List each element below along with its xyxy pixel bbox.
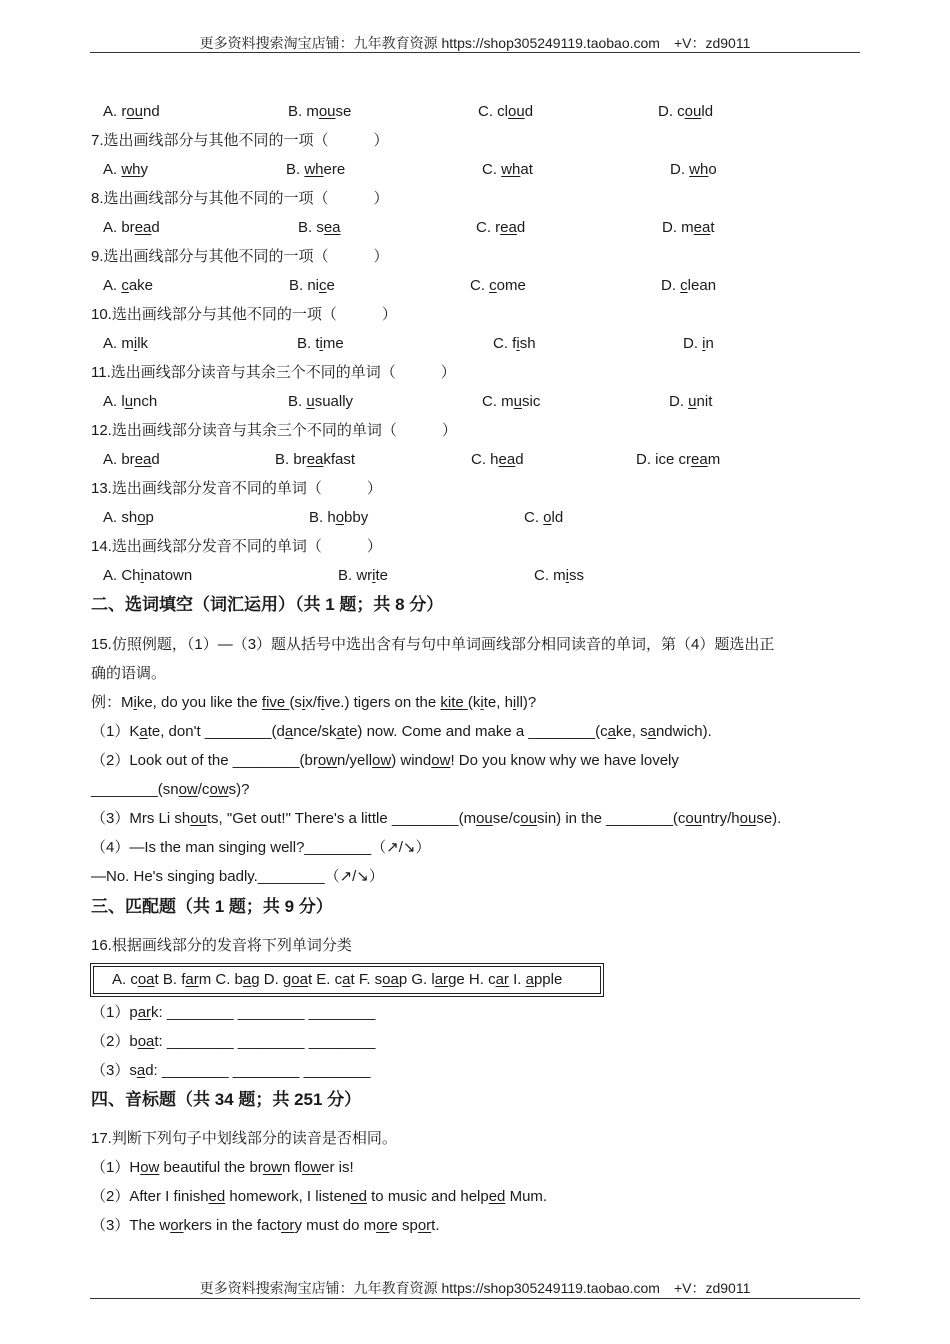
underlined-segment: ou [318, 103, 336, 120]
underlined-segment: a [242, 971, 252, 988]
text-segment: B. [288, 393, 307, 410]
q9-option-d [661, 276, 716, 296]
q9-option-a [103, 276, 153, 296]
underlined-segment: wh [304, 161, 324, 178]
text-segment: C. [482, 161, 502, 178]
q8-option-a [103, 218, 160, 238]
underlined-segment: wh [121, 161, 141, 178]
text-segment: D. ice cr [636, 451, 692, 468]
q9-stem: 9.选出画线部分与其他不同的一项（ ） [91, 248, 389, 265]
underlined-segment: ar [137, 1004, 152, 1021]
text-segment: C. cl [478, 103, 508, 120]
text-segment: bby [344, 509, 369, 526]
underlined-segment: or [417, 1217, 432, 1234]
text-segment: ntry/h [702, 810, 740, 827]
underlined-segment: c [680, 277, 688, 294]
underlined-segment: ow [209, 781, 229, 798]
q10-option-c [493, 334, 536, 354]
text-segment: k: ________ ________ ________ [151, 1004, 376, 1021]
underlined-segment: ou [476, 810, 493, 827]
q6-option-d [658, 102, 713, 122]
q17-item-2 [91, 1187, 547, 1207]
underlined-segment: ed [488, 1188, 506, 1205]
underlined-segment: a [342, 971, 351, 988]
underlined-segment: ow [317, 752, 338, 769]
underlined-segment: i [301, 694, 306, 711]
underlined-segment: ar [434, 971, 449, 988]
underlined-segment: o [335, 509, 345, 526]
section-4-title: 四、音标题（共 34 题；共 251 分） [91, 1090, 362, 1109]
q14-option-b [338, 566, 388, 586]
q14-stem: 14.选出画线部分发音不同的单词（ ） [91, 538, 382, 555]
text-segment: （3）The w [91, 1217, 171, 1234]
underlined-segment: u [124, 393, 134, 410]
underlined-segment: i [319, 335, 323, 352]
text-segment: p [145, 509, 154, 526]
text-segment: d [516, 219, 526, 236]
q15-item-1 [91, 722, 712, 742]
underlined-segment: o [543, 509, 552, 526]
underlined-segment: c [121, 277, 129, 294]
text-segment: Mum. [505, 1188, 548, 1205]
text-segment: te [375, 567, 389, 584]
text-segment: ve.) tigers on the [324, 694, 441, 711]
underlined-segment: ou [508, 103, 525, 120]
q8-option-d [662, 218, 715, 238]
q16-word-box [90, 963, 604, 997]
underlined-segment: i [516, 335, 520, 352]
text-segment: B. t [297, 335, 320, 352]
text-segment: at [520, 161, 533, 178]
q15-stem-line2: 确的语调。 [91, 665, 167, 682]
q7-option-c [482, 160, 533, 180]
text-segment: o [708, 161, 717, 178]
text-segment: p G. l [398, 971, 435, 988]
text-segment: t B. f [154, 971, 186, 988]
text-segment: C. h [471, 451, 499, 468]
q15-item-3 [91, 809, 781, 829]
underlined-segment: ea [500, 219, 517, 236]
underlined-segment: i [321, 694, 325, 711]
underlined-segment: ou [739, 810, 757, 827]
text-segment: （3）Mrs Li sh [91, 810, 191, 827]
underlined-segment: ow [140, 1159, 160, 1176]
q10-option-b [297, 334, 344, 354]
text-segment: beautiful the br [159, 1159, 263, 1176]
underlined-segment: or [376, 1217, 390, 1234]
text-segment: C. m [534, 567, 566, 584]
text-segment: A. br [103, 219, 135, 236]
underlined-segment: ea [498, 451, 516, 468]
underlined-segment: five [261, 694, 290, 711]
q15-stem-line1: 15.仿照例题，（1）—（3）题从括号中选出含有与句中单词画线部分相同读音的单词，第（4）题选出正 [91, 636, 775, 653]
text-segment: A. Ch [103, 567, 141, 584]
underlined-segment: or [170, 1217, 184, 1234]
underlined-segment: kite [440, 694, 468, 711]
underlined-segment: ow [301, 1159, 322, 1176]
text-segment: D. [669, 393, 689, 410]
underlined-segment: u [688, 393, 697, 410]
underlined-segment: oa [291, 971, 308, 988]
q11-option-a [103, 392, 157, 412]
underlined-segment: u [513, 393, 523, 410]
text-segment: se). [756, 810, 782, 827]
text-segment: lk [137, 335, 149, 352]
q12-option-d [636, 450, 720, 470]
q9-option-b [289, 276, 335, 296]
underlined-segment: c [319, 277, 327, 294]
text-segment: d [515, 451, 524, 468]
underlined-segment: ow [431, 752, 451, 769]
q15-item-2 [91, 751, 679, 771]
text-segment: to music and help [366, 1188, 489, 1205]
text-segment: d [151, 219, 160, 236]
text-segment: /c [197, 781, 210, 798]
text-segment: （1）p [91, 1004, 138, 1021]
underlined-segment: a [647, 723, 656, 740]
text-segment: C. [470, 277, 490, 294]
underlined-segment: a [607, 723, 616, 740]
text-segment: ndwich). [655, 723, 712, 740]
q17-stem: 17.判断下列句子中划线部分的读音是否相同。 [91, 1130, 397, 1147]
section-3-title: 三、匹配题（共 1 题；共 9 分） [91, 897, 333, 916]
q16-stem: 16.根据画线部分的发音将下列单词分类 [91, 937, 352, 954]
q8-option-c [476, 218, 525, 238]
text-segment: s)? [228, 781, 250, 798]
text-segment: ss [569, 567, 585, 584]
q11-option-d [669, 392, 712, 412]
text-segment: D. [670, 161, 690, 178]
underlined-segment: i [480, 694, 484, 711]
text-segment: me [322, 335, 344, 352]
text-segment: D. m [662, 219, 694, 236]
text-segment: lean [687, 277, 717, 294]
q8-stem: 8.选出画线部分与其他不同的一项（ ） [91, 190, 389, 207]
text-segment: （1）H [91, 1159, 141, 1176]
text-segment: A. c [112, 971, 138, 988]
q7-stem: 7.选出画线部分与其他不同的一项（ ） [91, 132, 389, 149]
text-segment: nch [133, 393, 158, 410]
text-segment: A. br [103, 451, 135, 468]
underlined-segment: i [702, 335, 706, 352]
q7-option-b [286, 160, 345, 180]
q13-option-c [524, 508, 563, 528]
underlined-segment: ow [178, 781, 198, 798]
q12-stem: 12.选出画线部分读音与其余三个不同的单词（ ） [91, 422, 457, 439]
q10-option-d [683, 334, 714, 354]
text-segment: kers in the fact [183, 1217, 282, 1234]
text-segment: A. l [103, 393, 125, 410]
underlined-segment: ea [306, 451, 324, 468]
underlined-segment: i [140, 567, 144, 584]
text-segment: B. ni [289, 277, 320, 294]
underlined-segment: wh [501, 161, 521, 178]
section-2-title: 二、选词填空（词汇运用）（共 1 题；共 8 分） [91, 595, 444, 614]
text-segment: pple [533, 971, 563, 988]
underlined-segment: a [336, 723, 345, 740]
underlined-segment: ea [693, 219, 711, 236]
q7-option-a [103, 160, 148, 180]
q16-item-2 [91, 1032, 375, 1052]
q8-option-b [298, 218, 341, 238]
text-segment: B. s [298, 219, 324, 236]
underlined-segment: i [133, 694, 137, 711]
page-header: 更多资料搜索淘宝店铺：九年教育资源 https://shop305249119.taobao.com +V：zd9011 [199, 35, 751, 51]
text-segment: A. [103, 161, 122, 178]
q17-item-1 [91, 1158, 354, 1178]
text-segment: ! Do you know why we have lovely [450, 752, 679, 769]
text-segment: e sp [389, 1217, 418, 1234]
underlined-segment: ed [350, 1188, 367, 1205]
q14-option-a [103, 566, 192, 586]
underlined-segment: ou [520, 810, 537, 827]
underlined-segment: o [137, 509, 146, 526]
text-segment: ll)? [516, 694, 537, 711]
text-segment: t [710, 219, 715, 236]
underlined-segment: ea [134, 451, 152, 468]
text-segment: （2）Look out of the ________(br [91, 752, 318, 769]
underlined-segment: ow [372, 752, 392, 769]
text-segment: ome [496, 277, 526, 294]
q13-option-b [309, 508, 368, 528]
q15-item-4-answer: —No. He's singing badly.________（↗/↘） [91, 868, 384, 885]
underlined-segment: or [281, 1217, 295, 1234]
text-segment: er is! [321, 1159, 354, 1176]
text-segment: ld [551, 509, 564, 526]
text-segment: ke, do you like the [136, 694, 262, 711]
q12-option-a [103, 450, 160, 470]
text-segment: （2）b [91, 1033, 138, 1050]
q15-example [91, 693, 536, 713]
text-segment: nit [696, 393, 713, 410]
text-segment: n/yell [337, 752, 373, 769]
underlined-segment: i [512, 694, 517, 711]
text-segment: A. sh [103, 509, 138, 526]
text-segment: ld [701, 103, 714, 120]
underlined-segment: ea [134, 219, 152, 236]
text-segment: sin) in the ________(c [536, 810, 686, 827]
text-segment: d [151, 451, 160, 468]
text-segment: n [705, 335, 714, 352]
q11-stem: 11.选出画线部分读音与其余三个不同的单词（ ） [91, 364, 456, 381]
text-segment: D. [661, 277, 681, 294]
underlined-segment: ou [684, 103, 702, 120]
q13-option-a [103, 508, 154, 528]
underlined-segment: a [136, 1062, 146, 1079]
q12-option-c [471, 450, 524, 470]
q11-option-c [482, 392, 540, 412]
text-segment: C. [524, 509, 544, 526]
text-segment: I. [508, 971, 526, 988]
text-segment: g D. g [251, 971, 292, 988]
text-segment: t E. c [307, 971, 343, 988]
underlined-segment: ou [126, 103, 144, 120]
text-segment: sic [522, 393, 541, 410]
text-segment: ________(sn [91, 781, 179, 798]
text-segment: t. [431, 1217, 440, 1234]
text-segment: C. f [493, 335, 517, 352]
text-segment: ) wind [391, 752, 432, 769]
q14-option-c [534, 566, 584, 586]
underlined-segment: a [284, 723, 294, 740]
text-segment: A. r [103, 103, 127, 120]
underlined-segment: ow [262, 1159, 282, 1176]
text-segment: e [326, 277, 335, 294]
underlined-segment: wh [689, 161, 709, 178]
underlined-segment: i [133, 335, 138, 352]
text-segment: natown [143, 567, 193, 584]
text-segment: te, don't ________(d [147, 723, 285, 740]
page-footer: 更多资料搜索淘宝店铺：九年教育资源 https://shop305249119.taobao.com +V：zd9011 [199, 1280, 751, 1296]
text-segment: se/c [492, 810, 521, 827]
underlined-segment: ea [323, 219, 341, 236]
text-segment: t F. s [350, 971, 383, 988]
q16-item-3 [91, 1061, 370, 1081]
text-segment: m [707, 451, 721, 468]
q16-item-1 [91, 1003, 375, 1023]
text-segment: d [524, 103, 534, 120]
q15-item-4: （4）—Is the man singing well?________（↗/↘） [91, 839, 431, 856]
underlined-segment: c [489, 277, 497, 294]
text-segment: y [140, 161, 149, 178]
text-segment: C. m [482, 393, 514, 410]
underlined-segment: ar [185, 971, 199, 988]
q16-word-list [93, 966, 601, 994]
text-segment: 例：M [91, 694, 134, 711]
text-segment: A. m [103, 335, 134, 352]
text-segment: B. wr [338, 567, 373, 584]
q6-option-b [288, 102, 351, 122]
footer-rule [90, 1298, 860, 1299]
q15-item-2-cont [91, 780, 249, 800]
q12-option-b [275, 450, 355, 470]
text-segment: （2）After I finish [91, 1188, 209, 1205]
q17-item-3 [91, 1216, 440, 1236]
text-segment: ke, s [615, 723, 648, 740]
text-segment: ere [323, 161, 346, 178]
underlined-segment: ou [685, 810, 703, 827]
underlined-segment: oa [382, 971, 399, 988]
text-segment: n fl [281, 1159, 302, 1176]
text-segment: se [335, 103, 352, 120]
text-segment: C. r [476, 219, 501, 236]
underlined-segment: oa [137, 971, 155, 988]
q13-stem: 13.选出画线部分发音不同的单词（ ） [91, 480, 382, 497]
text-segment: d: ________ ________ ________ [145, 1062, 371, 1079]
underlined-segment: ed [208, 1188, 226, 1205]
q10-option-a [103, 334, 148, 354]
text-segment: B. br [275, 451, 307, 468]
q11-option-b [288, 392, 353, 412]
underlined-segment: u [306, 393, 315, 410]
text-segment: te, h [483, 694, 513, 711]
text-segment: A. [103, 277, 122, 294]
text-segment: t: ________ ________ ________ [154, 1033, 376, 1050]
text-segment: x/f [305, 694, 322, 711]
text-segment: D. [683, 335, 703, 352]
q6-option-c [478, 102, 533, 122]
q9-option-c [470, 276, 526, 296]
q6-option-a [103, 102, 160, 122]
text-segment: B. [286, 161, 305, 178]
q7-option-d [670, 160, 717, 180]
text-segment: （1）K [91, 723, 140, 740]
text-segment: y must do m [294, 1217, 377, 1234]
text-segment: homework, I listen [225, 1188, 351, 1205]
text-segment: sually [314, 393, 354, 410]
text-segment: sh [519, 335, 536, 352]
underlined-segment: a [525, 971, 534, 988]
q10-stem: 10.选出画线部分与其他不同的一项（ ） [91, 306, 397, 323]
text-segment: B. m [288, 103, 319, 120]
text-segment: B. h [309, 509, 336, 526]
text-segment: te) now. Come and make a ________(c [344, 723, 608, 740]
text-segment: (k [467, 694, 481, 711]
text-segment: nce/sk [293, 723, 337, 740]
underlined-segment: ea [691, 451, 708, 468]
text-segment: ts, "Get out!" There's a little ________(m [206, 810, 477, 827]
text-segment: (s [289, 694, 302, 711]
text-segment: kfast [323, 451, 356, 468]
header-rule [90, 52, 860, 53]
text-segment: D. c [658, 103, 685, 120]
underlined-segment: ou [190, 810, 207, 827]
text-segment: ge H. c [448, 971, 496, 988]
underlined-segment: i [372, 567, 376, 584]
text-segment: nd [143, 103, 160, 120]
text-segment: （3）s [91, 1062, 137, 1079]
underlined-segment: ar [495, 971, 509, 988]
text-segment: m C. b [198, 971, 243, 988]
underlined-segment: a [139, 723, 148, 740]
underlined-segment: i [565, 567, 570, 584]
text-segment: ake [128, 277, 154, 294]
underlined-segment: oa [137, 1033, 155, 1050]
